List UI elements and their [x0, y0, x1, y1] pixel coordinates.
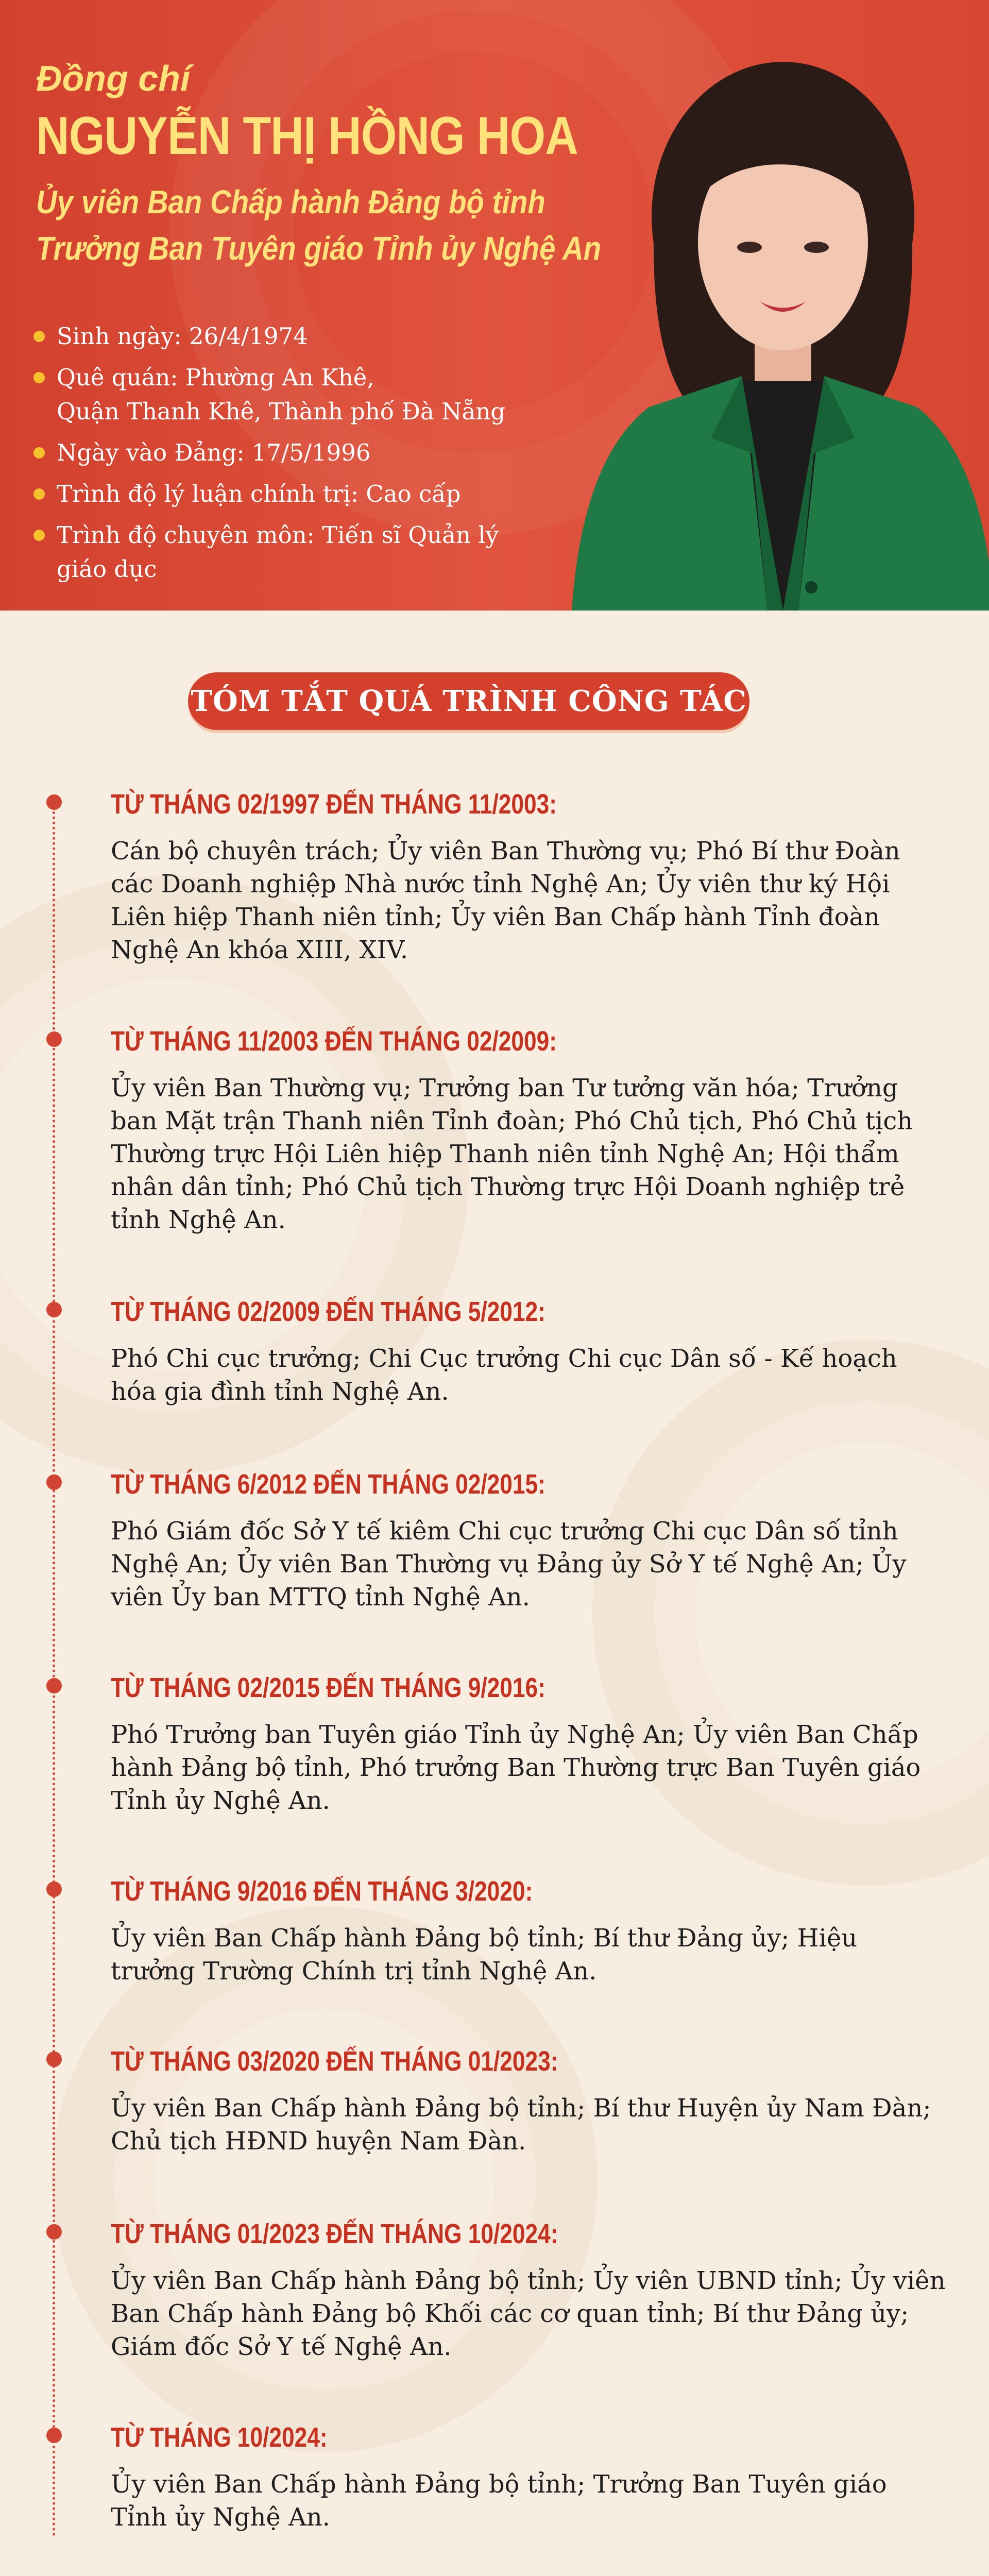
timeline-dot-icon [46, 2428, 62, 2443]
timeline-period: TỪ THÁNG 03/2020 ĐẾN THÁNG 01/2023: [111, 2046, 558, 2077]
timeline-description [111, 2092, 956, 2158]
timeline-line: Ủy viên Ban Chấp hành Đảng bộ tỉnh; Trưởng Ban Tuyên giáo [111, 2470, 887, 2499]
timeline-line: hành Đảng bộ tỉnh, Phó trưởng Ban Thường trực Ban Tuyên giáo [111, 1753, 921, 1782]
timeline-description [111, 1342, 956, 1408]
timeline-dot-icon [46, 1882, 62, 1897]
timeline-line: Giám đốc Sở Y tế Nghệ An. [111, 2332, 452, 2361]
timeline-period: TỪ THÁNG 02/2009 ĐẾN THÁNG 5/2012: [111, 1296, 545, 1327]
timeline-line: Ủy viên Ban Chấp hành Đảng bộ tỉnh; Bí thư Huyện ủy Nam Đàn; [111, 2094, 931, 2123]
timeline-line: các Doanh nghiệp Nhà nước tỉnh Nghệ An; Ủy viên thư ký Hội [111, 870, 890, 899]
timeline-dot-icon [46, 794, 62, 810]
profile-header [0, 0, 989, 611]
timeline-dotted-line [53, 796, 55, 2537]
bullet-dot-icon [33, 530, 45, 541]
timeline-period: TỪ THÁNG 02/2015 ĐẾN THÁNG 9/2016: [111, 1672, 545, 1703]
timeline-line: hóa gia đình tỉnh Nghệ An. [111, 1377, 449, 1406]
section-title-work-history: TÓM TẮT QUÁ TRÌNH CÔNG TÁC [188, 672, 749, 730]
timeline-line: tỉnh Nghệ An. [111, 1206, 286, 1234]
timeline-period: TỪ THÁNG 02/1997 ĐẾN THÁNG 11/2003: [111, 789, 557, 820]
timeline-period: TỪ THÁNG 01/2023 ĐẾN THÁNG 10/2024: [111, 2218, 558, 2249]
timeline-dot-icon [46, 1678, 62, 1693]
drum-pattern-decoration [52, 1906, 598, 2452]
timeline-line: Phó Chi cục trưởng; Chi Cục trưởng Chi cục Dân số - Kế hoạch [111, 1344, 897, 1373]
role-line-2: Trưởng Ban Tuyên giáo Tỉnh ủy Nghệ An [36, 230, 602, 267]
timeline-period: TỪ THÁNG 11/2003 ĐẾN THÁNG 02/2009: [111, 1026, 557, 1057]
title-honorific: Đồng chí [36, 58, 191, 98]
bullet-dot-icon [33, 488, 45, 500]
timeline-line: ban Mặt trận Thanh niên Tỉnh đoàn; Phó Chủ tịch, Phó Chủ tịch [111, 1107, 913, 1136]
timeline-dot-icon [46, 2052, 62, 2067]
timeline-line: Tỉnh ủy Nghệ An. [111, 2503, 330, 2532]
timeline-line: Nghệ An; Ủy viên Ban Thường vụ Đảng ủy Sở Y tế Nghệ An; Ủy [111, 1550, 907, 1579]
timeline-line: Ban Chấp hành Đảng bộ Khối các cơ quan tỉnh; Bí thư Đảng ủy; [111, 2299, 909, 2328]
timeline-line: viên Ủy ban MTTQ tỉnh Nghệ An. [111, 1583, 530, 1612]
timeline-period: TỪ THÁNG 9/2016 ĐẾN THÁNG 3/2020: [111, 1876, 533, 1907]
timeline-description [111, 1718, 956, 1817]
timeline-dot-icon [46, 1302, 62, 1317]
timeline-line: trưởng Trường Chính trị tỉnh Nghệ An. [111, 1957, 597, 1986]
bullet-dot-icon [33, 447, 45, 459]
timeline-line: Ủy viên Ban Thường vụ; Trưởng ban Tư tưởng văn hóa; Trưởng [111, 1074, 898, 1103]
timeline-description [111, 835, 956, 967]
timeline-dot-icon [46, 2224, 62, 2240]
timeline-description [111, 1922, 956, 1988]
timeline-period: TỪ THÁNG 6/2012 ĐẾN THÁNG 02/2015: [111, 1469, 545, 1500]
bullet-dot-icon [33, 331, 45, 342]
bio-list [33, 319, 549, 594]
timeline-description [111, 1515, 956, 1614]
bio-line: Sinh ngày: 26/4/1974 [57, 323, 308, 350]
timeline-line: Liên hiệp Thanh niên tỉnh; Ủy viên Ban Chấp hành Tỉnh đoàn [111, 903, 880, 931]
bio-item-expertise [33, 518, 549, 586]
bio-line: Quê quán: Phường An Khê, [57, 364, 374, 391]
bio-line: Trình độ chuyên môn: Tiến sĩ Quản lý [57, 521, 499, 549]
bio-line: Trình độ lý luận chính trị: Cao cấp [57, 480, 461, 507]
timeline-line: Ủy viên Ban Chấp hành Đảng bộ tỉnh; Bí thư Đảng ủy; Hiệu [111, 1924, 858, 1953]
timeline-line: nhân dân tỉnh; Phó Chủ tịch Thường trực Hội Doanh nghiệp trẻ [111, 1173, 905, 1201]
bio-item-birthdate [33, 319, 549, 353]
bio-line: Quận Thanh Khê, Thành phố Đà Nẵng [57, 398, 506, 425]
bio-item-hometown [33, 361, 549, 429]
timeline-description [111, 2468, 956, 2534]
timeline-line: Phó Trưởng ban Tuyên giáo Tỉnh ủy Nghệ An; Ủy viên Ban Chấp [111, 1720, 918, 1749]
timeline-line: Nghệ An khóa XIII, XIV. [111, 936, 408, 964]
bio-line: giáo dục [57, 555, 157, 583]
bullet-dot-icon [33, 372, 45, 383]
timeline-line: Cán bộ chuyên trách; Ủy viên Ban Thường vụ; Phó Bí thư Đoàn [111, 837, 900, 866]
person-name: NGUYỄN THỊ HỒNG HOA [36, 106, 578, 166]
timeline-dot-icon [46, 1475, 62, 1490]
role-line-1: Ủy viên Ban Chấp hành Đảng bộ tỉnh [36, 183, 545, 221]
timeline-line: Ủy viên Ban Chấp hành Đảng bộ tỉnh; Ủy viên UBND tỉnh; Ủy viên [111, 2266, 946, 2295]
timeline-line: Phó Giám đốc Sở Y tế kiêm Chi cục trưởng Chi cục Dân số tỉnh [111, 1517, 898, 1546]
timeline-description [111, 1072, 956, 1236]
timeline-period: TỪ THÁNG 10/2024: [111, 2422, 328, 2453]
bio-item-political-theory [33, 477, 549, 511]
timeline-line: Tỉnh ủy Nghệ An. [111, 1786, 330, 1815]
timeline-description [111, 2264, 956, 2363]
portrait-photo [525, 46, 989, 611]
timeline-line: Thường trực Hội Liên hiệp Thanh niên tỉnh Nghệ An; Hội thẩm [111, 1140, 899, 1168]
bio-line: Ngày vào Đảng: 17/5/1996 [57, 439, 371, 466]
timeline-line: Chủ tịch HĐND huyện Nam Đàn. [111, 2127, 526, 2156]
timeline-dot-icon [46, 1031, 62, 1047]
bio-item-party-date [33, 436, 549, 470]
